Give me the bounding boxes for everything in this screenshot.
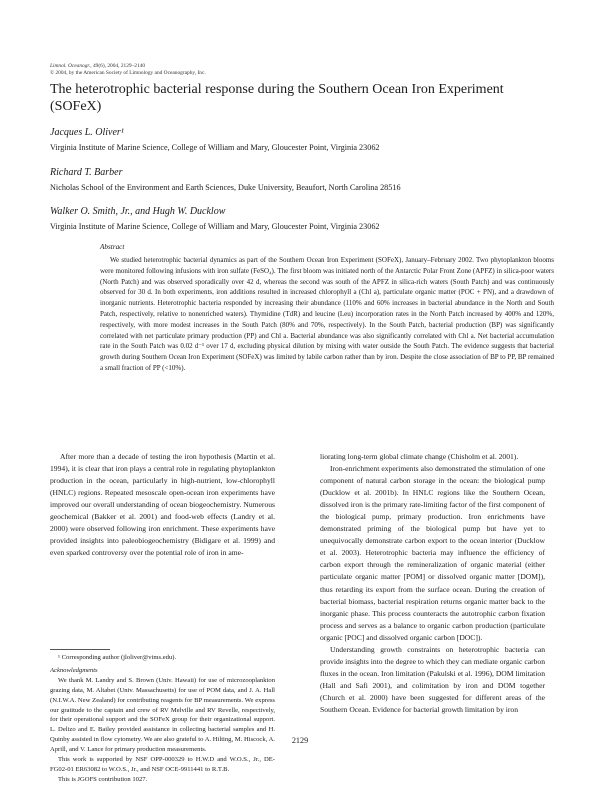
body-paragraph: liorating long-term global climate change (Chisholm et al. 2001). [320, 452, 519, 461]
acknowledgments-heading: Acknowledgments [50, 666, 98, 674]
body-column-right [320, 451, 545, 716]
author-affiliation: Nicholas School of the Environment and Earth Sciences, Duke University, Beaufort, North Carolina 28516 [50, 183, 401, 192]
author-affiliation: Virginia Institute of Marine Science, College of William and Mary, Gloucester Point, Virginia 23062 [50, 222, 380, 231]
author-block-1 [50, 127, 570, 153]
footnote-divider [50, 649, 110, 650]
acknowledgments-paragraph: This is JGOFS contribution 1027. [58, 775, 148, 783]
author-affiliation: Virginia Institute of Marine Science, College of William and Mary, Gloucester Point, Virginia 23062 [50, 143, 380, 152]
journal-citation [50, 63, 550, 70]
acknowledgments-paragraph: We thank M. Landry and S. Brown (Univ. Hawaii) for use of microzooplankton grazing data, M. Altabet (Univ. Massachusetts) for use of POM data, and J. A. Hall (N.I.W.A. New Zealand) for contributing reagents for BP measurements. We express our gratitude to the captain and crew of RV Melville and RV Revelle, respectively, for their operational support and the SOFeX group for their organizational support. L. Delizo and E. Bailey provided assistance in collecting bacterial samples and H. Quinby assisted in flow cytometry. We are also grateful to A. Hilting, M. Hiscock, A. Aprill, and V. Lance for primary production measurements. [50, 676, 275, 754]
author-name: Jacques L. Oliver¹ [50, 127, 124, 138]
journal-copyright: © 2004, by the American Society of Limnology and Oceanography, Inc. [50, 70, 206, 76]
author-name: Walker O. Smith, Jr., and Hugh W. Ducklow [50, 206, 226, 217]
body-paragraph: Iron-enrichment experiments also demonstrated the stimulation of one component of natural carbon storage in the ocean: the biological pump (Ducklow et al. 2001b). In HNLC regions like the Southern Ocean, dissolved iron is the primary rate-limiting factor of the first component of the biological pump, primary production. Iron enrichments have demonstrated priming of the biological pump but have yet to unequivocally demonstrate carbon export to the ocean interior (Ducklow et al. 2003). Heterotrophic bacteria may influence the efficiency of carbon export through the remineralization of organic material (either particulate organic matter [POM] or dissolved organic matter [DOM]), thus retarding its export from the surface ocean. During the creation of bacterial biomass, bacterial respiration returns organic matter back to the inorganic phase. This process counteracts the autotrophic carbon fixation process and serves as a balance to organic carbon production (particulate organic [POC] and dissolved organic carbon [DOC]). [320, 464, 545, 642]
body-paragraph: Understanding growth constraints on heterotrophic bacteria can provide insights into the degree to which they can mediate organic carbon fluxes in the ocean. Iron limitation (Pakulski et al. 1996), DOM limitation (Hall and Safi 2001), and colimitation by iron and DOM together (Church et al. 2000) have been suggested for different areas of the Southern Ocean. Evidence for bacterial growth limitation by iron [320, 644, 545, 714]
corresponding-author-note: ¹ Corresponding author (jloliver@vims.edu). [58, 654, 177, 661]
abstract-heading: Abstract [100, 243, 125, 251]
abstract-text: We studied heterotrophic bacterial dynamics as part of the Southern Ocean Iron Experiment (SOFeX), January–February 2002. Two phytoplankton blooms were monitored following infusions with iron sulfate (FeSO₄). The first bloom was initiated north of the Antarctic Polar Front Zone (APFZ) in silica-poor waters (North Patch) and was observed sporadically over 42 d, whereas the second was south of the APFZ in silica-rich waters (South Patch) and was continuously observed for 30 d. In both experiments, iron additions resulted in increased chlorophyll a (Chl a), particulate organic matter (POC + PN), and a drawdown of inorganic nutrients. Heterotrophic bacteria responded by increasing their abundance (110% and 60% increases in bacterial abundance in the North and South Patch, respectively, relative to nonenriched waters). Thymidine (TdR) and leucine (Leu) incorporation rates in the North Patch increased by 400% and 120%, respectively, with more modest increases in the South Patch (80% and 70%, respectively). In the South Patch, bacterial production (BP) was significantly correlated with net particulate primary production (PP) and Chl a. Bacterial abundance was also significantly correlated with Chl a. Net bacterial accumulation rate in the South Patch was 0.02 d⁻¹ over 17 d, excluding physical dilution by mixing with water outside the South Patch. The evidence suggests that bacterial growth during Southern Ocean Iron Experiment (SOFeX) was limited by labile carbon rather than by iron. Despite the close association of BP to PP, BP remained a small fraction of PP (<10%). [100, 256, 554, 372]
body-column-left [50, 451, 275, 559]
journal-volume-pages: , 49(6), 2004, 2129–2140 [90, 63, 146, 69]
page-number: 2129 [291, 736, 309, 745]
footnotes [50, 653, 275, 785]
article-title: The heterotrophic bacterial response during the Southern Ocean Iron Experiment (SOFeX) [50, 82, 504, 114]
journal-header [50, 63, 550, 77]
author-block-2 [50, 167, 570, 193]
author-block-3 [50, 206, 570, 232]
journal-name: Limnol. Oceanogr. [50, 63, 91, 69]
acknowledgments-paragraph: This work is supported by NSF OPP-000329 to H.W.D and W.O.S., Jr., DE-FG02-01 ER63082 to W.O.S., Jr., and NSF OCE-9911441 to R.T.B. [50, 756, 275, 773]
abstract [100, 243, 554, 374]
author-name: Richard T. Barber [50, 167, 123, 178]
body-paragraph: After more than a decade of testing the iron hypothesis (Martin et al. 1994), it is clear that iron plays a central role in regulating phytoplankton production in the ocean, particularly in high-nutrient, low-chlorophyll (HNLC) regions. Repeated mesoscale open-ocean iron experiments have improved our overall understanding of ocean biogeochemistry. Numerous geochemical (Bakker et al. 2001) and food-web effects (Landry et al. 2000) were observed following iron enrichment. These experiments have provided insights into paleobiogeochemistry (Bidigare et al. 1999) and even sparked controversy over the potential role of iron in ame- [50, 452, 275, 558]
